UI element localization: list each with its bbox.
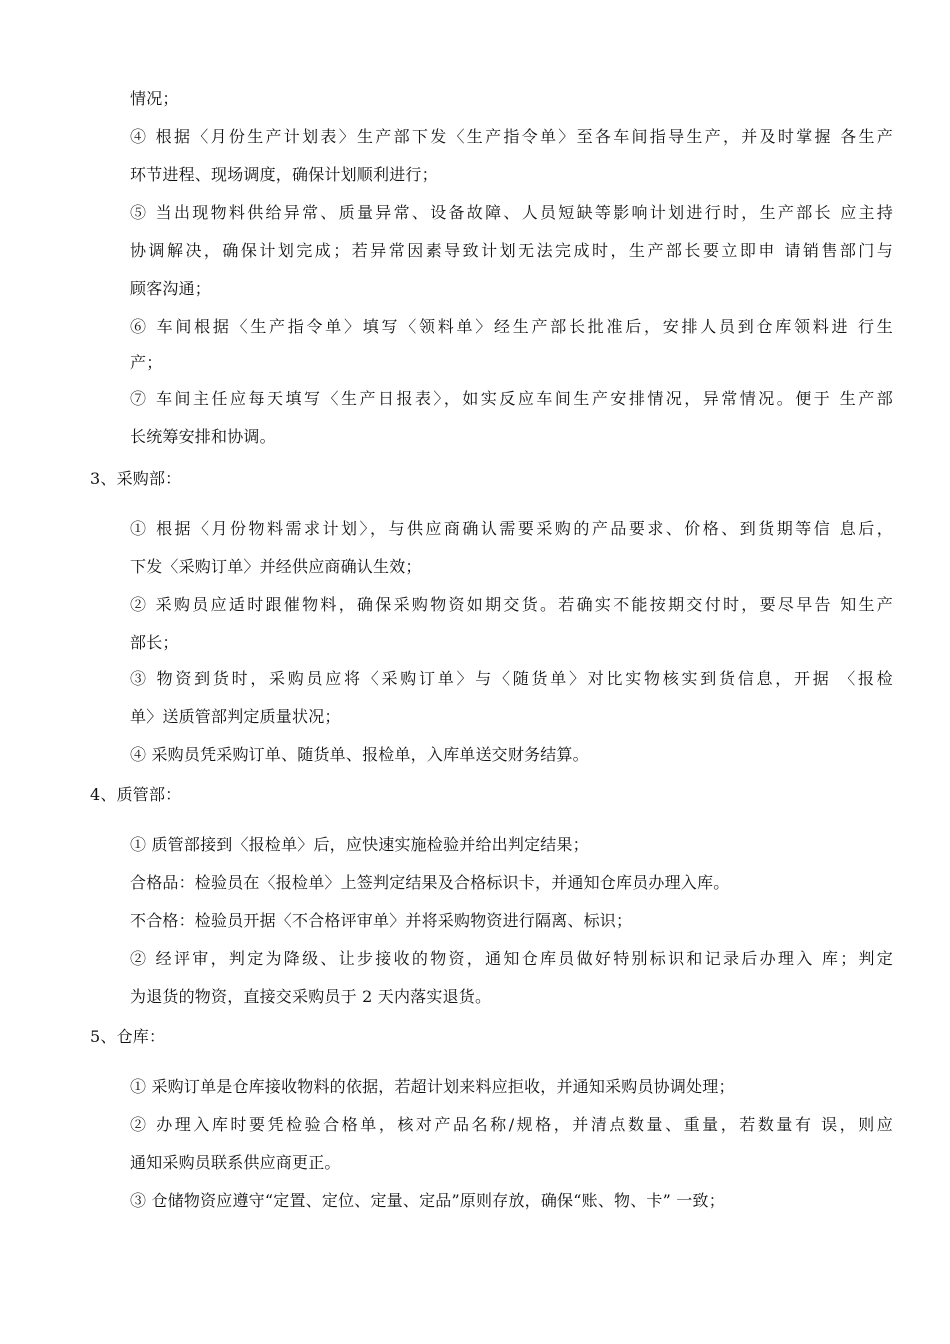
section-heading: 5、仓库：: [90, 1027, 166, 1046]
text-line: 部长；: [130, 633, 179, 652]
text-line: ⑤ 当出现物料供给异常、质量异常、设备故障、人员短缺等影响计划进行时，生产部长 应主持: [130, 203, 893, 222]
section-heading: 4、质管部：: [90, 785, 182, 804]
text-line: 情况；: [130, 89, 179, 108]
text-line: 合格品：检验员在〈报检单〉上签判定结果及合格标识卡，并通知仓库员办理入库。: [130, 873, 730, 892]
text-line: ① 根据〈月份物料需求计划〉，与供应商确认需要采购的产品要求、价格、到货期等信 息后，: [130, 519, 893, 538]
text-line: ⑦ 车间主任应每天填写〈生产日报表〉，如实反应车间生产安排情况，异常情况。便于 生产部: [130, 389, 893, 408]
text-line: ④ 采购员凭采购订单、随货单、报检单，入库单送交财务结算。: [130, 745, 589, 764]
text-line: ④ 根据〈月份生产计划表〉生产部下发〈生产指令单〉至各车间指导生产，并及时掌握 各生产: [130, 127, 893, 146]
text-line: 不合格：检验员开据〈不合格评审单〉并将采购物资进行隔离、标识；: [130, 911, 633, 930]
section-heading: 3、采购部：: [90, 469, 182, 488]
text-line: ⑥ 车间根据〈生产指令单〉填写〈领料单〉经生产部长批准后，安排人员到仓库领料进 行生: [130, 317, 893, 336]
text-line: ③ 物资到货时，采购员应将〈采购订单〉与〈随货单〉对比实物核实到货信息，开据 〈报检: [130, 669, 893, 688]
text-line: 环节进程、现场调度，确保计划顺利进行；: [130, 165, 438, 184]
text-line: 通知采购员联系供应商更正。: [130, 1153, 341, 1172]
text-line: ② 办理入库时要凭检验合格单，核对产品名称/规格，并清点数量、重量，若数量有 误，则应: [130, 1115, 893, 1134]
text-line: 为退货的物资，直接交采购员于 2 天内落实退货。: [130, 987, 492, 1006]
text-line: 协调解决，确保计划完成；若异常因素导致计划无法完成时，生产部长要立即申 请销售部门与: [130, 241, 893, 260]
text-line: ② 经评审，判定为降级、让步接收的物资，通知仓库员做好特别标识和记录后办理入 库；判定: [130, 949, 893, 968]
text-line: ① 采购订单是仓库接收物料的依据，若超计划来料应拒收，并通知采购员协调处理；: [130, 1077, 735, 1096]
text-line: 长统筹安排和协调。: [130, 427, 276, 446]
text-line: 顾客沟通；: [130, 279, 212, 298]
text-line: 下发〈采购订单〉并经供应商确认生效；: [130, 557, 422, 576]
text-line: 单〉送质管部判定质量状况；: [130, 707, 341, 726]
text-line: ③ 仓储物资应遵守“定置、定位、定量、定品”原则存放，确保“账、物、卡” 一致；: [130, 1191, 725, 1210]
text-line: 产；: [130, 353, 163, 372]
text-line: ② 采购员应适时跟催物料，确保采购物资如期交货。若确实不能按期交付时，要尽早告 知生产: [130, 595, 893, 614]
text-line: ① 质管部接到〈报检单〉后，应快速实施检验并给出判定结果；: [130, 835, 589, 854]
